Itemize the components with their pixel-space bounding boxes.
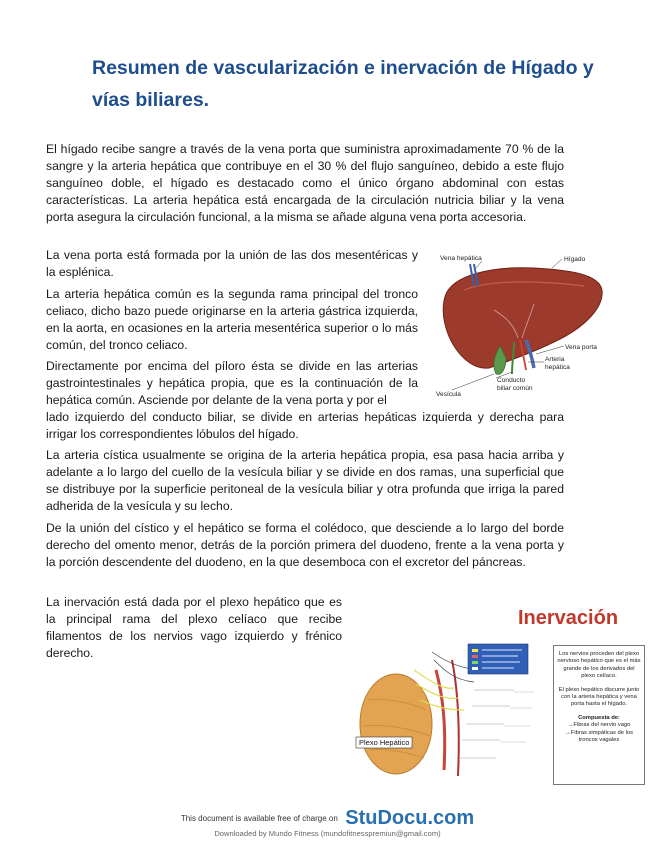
info-paragraph-2: El plexo hepático discurre junto con la arteria hepática y vena porta hasta el hígado. bbox=[558, 686, 640, 708]
footer-note: This document is available free of charge on bbox=[180, 814, 338, 823]
paragraph-blood-supply: El hígado recibe sangre a través de la vena porta que suministra aproximadamente 70 % de la sangre y la arteria hepática que contribuye en el 30 % del flujo sanguíneo, debido a este flujo sanguíneo doble, el hígado es destacado como el único órgano abdominal con estas características. La arteria hepática está encargada de la circulación nutricia biliar y la vena porta asegura la circulación funcional, a la misma se añade alguna vena porta accesoria. bbox=[46, 142, 564, 225]
organ-shape bbox=[360, 674, 432, 774]
paragraph-arteria-hepatica: La arteria hepática común es la segunda rama principal del tronco celiaco, dicho bazo puede originarse en la arteria gástrica izquierda, en la aorta, en ocasiones en la arteria mesentérica superior o lo más común, del tronco celiaco. bbox=[46, 287, 418, 353]
liver-illustration bbox=[434, 250, 609, 400]
paragraph-piloro: Directamente por encima del píloro ésta se divide en las arterias gastrointestinales y hepática propia, que es la continuación de la hepática común. Asciende por delante de la vena porta y por el bbox=[46, 359, 418, 408]
footer-downloaded-by: Downloaded by Mundo Fitness (mundofitnesspremiun@gmail.com) bbox=[214, 829, 441, 838]
footer-availability bbox=[0, 807, 655, 829]
label-vena-hepatica: Vena hepática bbox=[440, 255, 482, 262]
info-paragraph-1: Los nervios proceden del plexo nervioso hepático que es el más grande de los derivados del plexo celíaco. bbox=[557, 651, 641, 680]
label-vena-porta: Vena porta bbox=[565, 344, 597, 351]
plexo-hepatico-label: Plexo Hepático bbox=[359, 738, 410, 747]
info-item-2: →Fibras simpáticas de los troncos vagales bbox=[565, 729, 633, 744]
paragraph-conducto-biliar: lado izquierdo del conducto biliar, se divide en arterias hepáticas izquierda y derecha para irrigar los correspondientes lóbulos del hígado. bbox=[46, 410, 564, 442]
paragraph-coledoco: De la unión del cístico y el hepático se forma el colédoco, que desciende a lo largo del borde derecho del omento menor, detrás de la porción primera del duodeno, frente a la vena porta y la porción descendente del duodeno, en la que desemboca con el excretor del páncreas. bbox=[46, 521, 564, 570]
label-higado: Hígado bbox=[564, 256, 586, 263]
page-title: Resumen de vascularización e inervación de Hígado y vías biliares. bbox=[92, 57, 594, 111]
label-arteria: Arteria bbox=[545, 356, 565, 363]
label-hepatica: hepática bbox=[545, 364, 570, 371]
nerve-plexus-illustration bbox=[354, 640, 546, 780]
studocu-logo-link[interactable]: StuDocu.com bbox=[345, 807, 475, 829]
label-conducto: Conducto bbox=[497, 377, 526, 384]
paragraph-inervacion: La inervación está dada por el plexo hepático que es la principal rama del plexo celíaco que recibe filamentos de los nervios vago izquierdo y frénico derecho. bbox=[46, 595, 342, 661]
inervacion-info-box bbox=[553, 645, 645, 785]
label-biliar-comun: biliar común bbox=[497, 385, 533, 392]
paragraph-vena-porta: La vena porta está formada por la unión de las dos mesentéricas y la esplénica. bbox=[46, 248, 418, 280]
inervacion-title: Inervación bbox=[518, 607, 619, 629]
info-item-1: →Fibras del nervio vago bbox=[567, 722, 631, 729]
paragraph-arteria-cistica: La arteria cística usualmente se origina de la arteria hepática propia, esa pasa hacia arriba y adelante a lo largo del cuello de la vesícula biliar y se divide en dos ramas, una superficial que se distribuye por la superficie peritoneal de la vesícula biliar y otra profunda que irriga la pared adherida de la vesícula y su lecho. bbox=[46, 448, 564, 514]
info-heading: Compuesta de: bbox=[578, 714, 620, 721]
label-vesicula: Vesícula bbox=[436, 391, 461, 398]
